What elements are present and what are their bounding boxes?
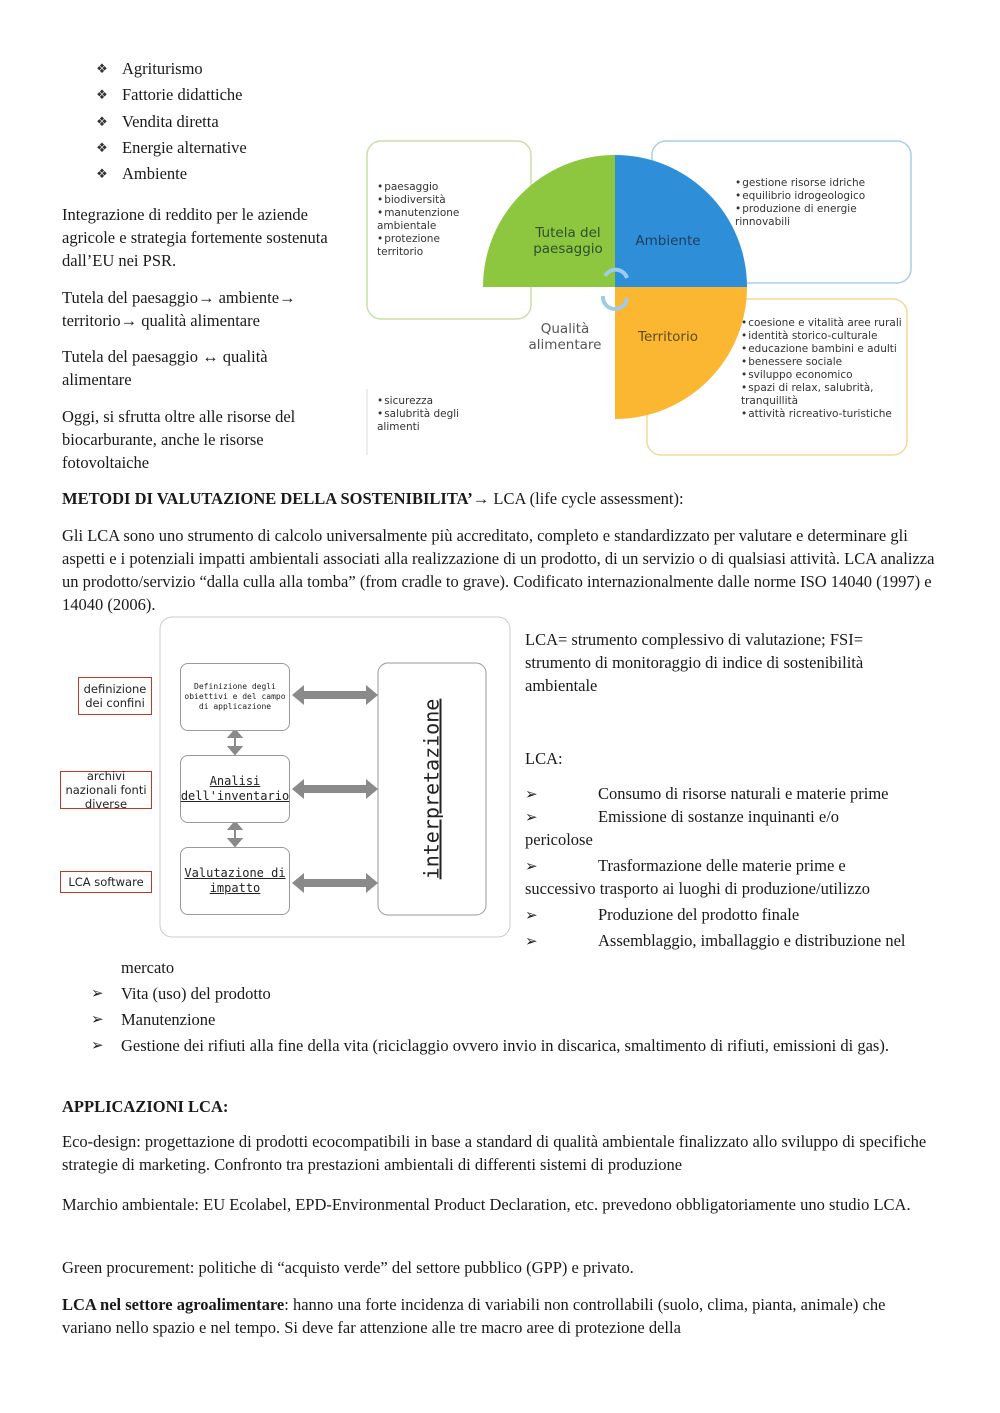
list-item: [525, 854, 945, 877]
list-item: • produzione di energie rinnovabili: [735, 203, 905, 229]
list-item-label: Gestione dei rifiuti alla fine della vita (riciclaggio ovvero invio in discarica, smaltimento di rifiuti, emissioni di gas).: [121, 1036, 889, 1055]
list-item: [525, 782, 945, 805]
list-ambiente: [735, 177, 905, 229]
top-bullet-list: [92, 56, 247, 187]
list-item-label: Manutenzione: [121, 1010, 216, 1029]
list-item: [92, 82, 247, 108]
list-item: [91, 982, 931, 1005]
list-item-label: Vita (uso) del prodotto: [121, 984, 271, 1003]
arrow-bullet-icon: ➢: [525, 857, 538, 875]
list-item: • protezione territorio: [377, 233, 481, 259]
stage-definizione-obiettivi: Definizione degli obiettivi e del campo di applicazione: [180, 663, 290, 731]
list-item-label: Consumo di risorse naturali e materie prime: [598, 784, 889, 803]
list-item: • gestione risorse idriche: [735, 177, 905, 190]
diamond-bullet-icon: ❖: [96, 87, 108, 103]
arrow-bullet-icon: ➢: [91, 984, 104, 1002]
arrow-bullet-icon: ➢: [525, 785, 538, 803]
diamond-bullet-icon: ❖: [96, 61, 108, 77]
list-item: • coesione e vitalità aree rurali: [741, 317, 911, 330]
list-item: [92, 56, 247, 82]
diamond-bullet-icon: ❖: [96, 140, 108, 156]
paragraph-integrazione: Integrazione di reddito per le aziende agricole e strategia fortemente sostenuta dall’EU nei PSR.: [62, 205, 328, 270]
stage-valutazione-impatto: Valutazione di impatto: [180, 847, 290, 915]
list-paesaggio: [377, 181, 481, 259]
list-item: • attività ricreativo-turistiche: [741, 408, 911, 421]
arrow-bullet-icon: ➢: [525, 906, 538, 924]
metodi-heading-line: [62, 487, 942, 510]
agroalimentare-bold: LCA nel settore agroalimentare: [62, 1295, 285, 1314]
arrow-bullet-icon: ➢: [525, 932, 538, 950]
arrow-bullet-icon: ➢: [91, 1010, 104, 1028]
list-item: [92, 135, 247, 161]
list-item-label: Energie alternative: [122, 138, 247, 158]
label-territorio: Territorio: [638, 329, 698, 345]
agroalimentare-rest: : hanno una forte incidenza di variabili non controllabili (suolo, clima, pianta, animale) che variano nello spazio e nel tempo. Si deve far attenzione alle tre macro aree di protezione della: [62, 1295, 886, 1337]
list-item: [525, 903, 945, 929]
list-item: • sicurezza: [377, 395, 487, 408]
list-item-label: Fattorie didattiche: [122, 85, 243, 105]
paragraph-marchio: Marchio ambientale: EU Ecolabel, EPD-Environmental Product Declaration, etc. prevedono obbligatoriamente uno studio LCA.: [62, 1195, 911, 1214]
diamond-bullet-icon: ❖: [96, 113, 108, 129]
lca-diagram: [58, 615, 513, 940]
list-item-wrap-mercato: mercato: [121, 958, 175, 977]
list-item: [92, 109, 247, 135]
list-item-label: Agriturismo: [122, 59, 203, 79]
quadrant-figure: [365, 139, 913, 457]
list-item: • biodiversità: [377, 194, 481, 207]
paragraph-fotovoltaico: Oggi, si sfrutta oltre alle risorse del biocarburante, anche le risorse fotovoltaiche: [62, 407, 296, 472]
list-item: • benessere sociale: [741, 356, 911, 369]
interpretazione-label: interpretazione: [419, 698, 444, 880]
list-territorio: [741, 317, 911, 421]
list-item: • manutenzione ambientale: [377, 207, 481, 233]
list-item-label: Produzione del prodotto finale: [598, 905, 800, 924]
box-archivi-nazionali: archivi nazionali fonti diverse: [60, 771, 152, 809]
arrow-bullet-icon: ➢: [91, 1036, 104, 1054]
list-item-wrap: pericolose: [525, 830, 593, 849]
list-item: [525, 929, 945, 952]
list-item: • equilibrio idrogeologico: [735, 190, 905, 203]
list-item: [525, 805, 945, 828]
label-qualita-alimentare: Qualità alimentare: [528, 321, 602, 353]
arrow-bullet-icon: ➢: [525, 808, 538, 826]
list-item-label: Emissione di sostanze inquinanti e/o: [598, 807, 840, 826]
box-lca-software: LCA software: [60, 871, 152, 893]
label-tutela-paesaggio: Tutela del paesaggio: [533, 225, 603, 257]
applicazioni-heading: APPLICAZIONI LCA:: [62, 1097, 229, 1116]
list-item: • spazi di relax, salubrità, tranquillità: [741, 382, 911, 408]
list-item: • sviluppo economico: [741, 369, 911, 382]
lca-list-right: [525, 782, 945, 952]
list-item-label: Ambiente: [122, 164, 188, 184]
lca-label: LCA:: [525, 749, 563, 768]
list-item: [92, 161, 247, 187]
list-qualita: [377, 395, 487, 434]
paragraph-agroalimentare: [62, 1293, 922, 1339]
list-item: [91, 1034, 931, 1057]
lca-note: LCA= strumento complessivo di valutazione; FSI= strumento di monitoraggio di indice di sostenibilità ambientale: [525, 630, 864, 695]
label-ambiente: Ambiente: [635, 233, 701, 249]
list-item: • paesaggio: [377, 181, 481, 194]
list-item: • salubrità degli alimenti: [377, 408, 487, 434]
list-item: • educazione bambini e adulti: [741, 343, 911, 356]
list-item-label: Vendita diretta: [122, 111, 219, 131]
stage-analisi-inventario: Analisi dell'inventario: [180, 755, 290, 823]
list-item: [91, 1008, 931, 1031]
list-item-label: Assemblaggio, imballaggio e distribuzione nel: [598, 931, 906, 950]
list-item: • identità storico-culturale: [741, 330, 911, 343]
metodi-heading: METODI DI VALUTAZIONE DELLA SOSTENIBILITA’: [62, 489, 473, 508]
paragraph-tutela-qualita: Tutela del paesaggio ↔ qualità alimentare: [62, 347, 268, 389]
paragraph-tutela-chain: Tutela del paesaggio→ ambiente→ territorio→ qualità alimentare: [62, 288, 296, 330]
list-item-label: Trasformazione delle materie prime e: [598, 856, 846, 875]
paragraph-green-procurement: Green procurement: politiche di “acquisto verde” del settore pubblico (GPP) e privato.: [62, 1258, 634, 1277]
lca-list-full: [91, 982, 931, 1057]
paragraph-eco-design: Eco-design: progettazione di prodotti ecocompatibili in base a standard di qualità ambientale finalizzato allo sviluppo di specifiche strategie di marketing. Confronto tra prestazioni ambientali di differenti sistemi di produzione: [62, 1132, 927, 1174]
box-definizione-confini: definizione dei confini: [78, 677, 152, 715]
diamond-bullet-icon: ❖: [96, 166, 108, 182]
list-item-wrap: successivo trasporto ai luoghi di produzione/utilizzo: [525, 879, 871, 898]
metodi-body: Gli LCA sono uno strumento di calcolo universalmente più accreditato, completo e standardizzato per valutare e determinare gli aspetti e i potenziali impatti ambientali associati alla realizzazione di un prodotto, di un servizio o di qualsiasi attività. LCA analizza un prodotto/servizio “dalla culla alla tomba” (from cradle to grave). Codificato internazionalmente dalle norme ISO 14040 (1997) e 14040 (2006).: [62, 526, 935, 614]
metodi-heading-rest: → LCA (life cycle assessment):: [472, 489, 684, 508]
